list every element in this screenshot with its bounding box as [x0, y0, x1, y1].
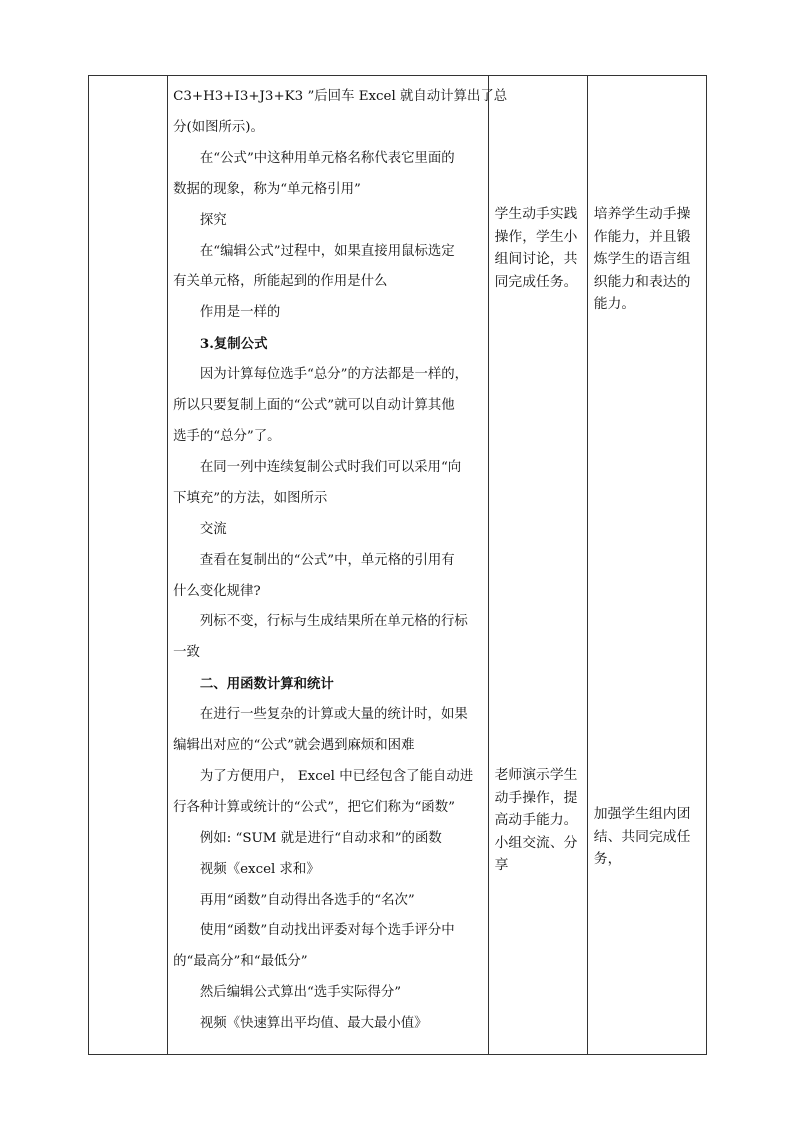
section-heading: 二、用函数计算和统计 — [199, 676, 334, 693]
content-line: 在同一列中连续复制公式时我们可以采用“向 — [199, 459, 462, 475]
content-line: 然后编辑公式算出“选手实际得分” — [199, 985, 402, 1001]
content-line: 下填充”的方法，如图所示 — [173, 490, 328, 506]
content-line: 视频《快速算出平均值、最大最小值》 — [199, 1016, 428, 1032]
content-line: 在“编辑公式”过程中，如果直接用鼠标选定 — [199, 243, 455, 259]
design-intent-text-2: 加强学生组内团结、共同完成任务， — [593, 806, 691, 867]
content-line: 交流 — [199, 521, 227, 537]
content-line: 作用是一样的 — [199, 305, 281, 321]
lesson-plan-table — [88, 75, 707, 1055]
teaching-content-cell — [168, 76, 508, 1055]
content-line: 选手的“总分”了。 — [173, 428, 281, 444]
content-line: 视频《excel 求和》 — [199, 861, 320, 877]
content-line: 的“最高分”和“最低分” — [173, 954, 308, 970]
content-line: 行各种计算或统计的“公式”，把它们称为“函数” — [173, 799, 455, 815]
student-activity-cell — [488, 76, 587, 1055]
design-intent-text-1: 培养学生动手操作能力，并且锻炼学生的语言组织能力和表达的能力。 — [593, 206, 691, 312]
student-activity-text-2: 老师演示学生动手操作，提高动手能力。小组交流、分享 — [494, 767, 578, 873]
content-line: 分(如图所示)。 — [173, 119, 264, 135]
section-heading: 3.复制公式 — [199, 336, 268, 353]
content-line: 所以只要复制上面的“公式”就可以自动计算其他 — [173, 398, 455, 414]
content-line: 查看在复制出的“公式”中，单元格的引用有 — [199, 552, 455, 568]
content-line: 什么变化规律? — [173, 583, 261, 599]
content-line: C3+H3+I3+J3+K3 ”后回车 Excel 就自动计算出了总 — [173, 89, 508, 104]
content-line: 在“公式”中这种用单元格名称代表它里面的 — [199, 150, 455, 166]
content-line: 例如: “SUM 就是进行“自动求和”的函数 — [199, 830, 442, 846]
content-line: 在进行一些复杂的计算或大量的统计时，如果 — [199, 707, 468, 723]
content-line: 数据的现象，称为“单元格引用” — [173, 181, 361, 197]
content-line: 有关单元格，所能起到的作用是什么 — [173, 274, 388, 290]
stage-cell — [89, 76, 168, 1055]
teaching-content-text — [168, 76, 508, 1040]
student-activity-text-1: 学生动手实践操作，学生小组间讨论，共同完成任务。 — [494, 206, 578, 290]
content-line: 为了方便用户， Excel 中已经包含了能自动进 — [199, 768, 474, 784]
content-line: 列标不变，行标与生成结果所在单元格的行标 — [199, 614, 468, 630]
table-row — [89, 76, 707, 1055]
design-intent-cell — [587, 76, 706, 1055]
content-line: 再用“函数”自动得出各选手的“名次” — [199, 892, 415, 908]
content-line: 编辑出对应的“公式”就会遇到麻烦和困难 — [173, 738, 415, 754]
content-line: 一致 — [173, 645, 200, 661]
content-line: 使用“函数”自动找出评委对每个选手评分中 — [199, 923, 455, 939]
content-line: 探究 — [199, 212, 227, 228]
content-line: 因为计算每位选手“总分”的方法都是一样的， — [199, 367, 469, 383]
